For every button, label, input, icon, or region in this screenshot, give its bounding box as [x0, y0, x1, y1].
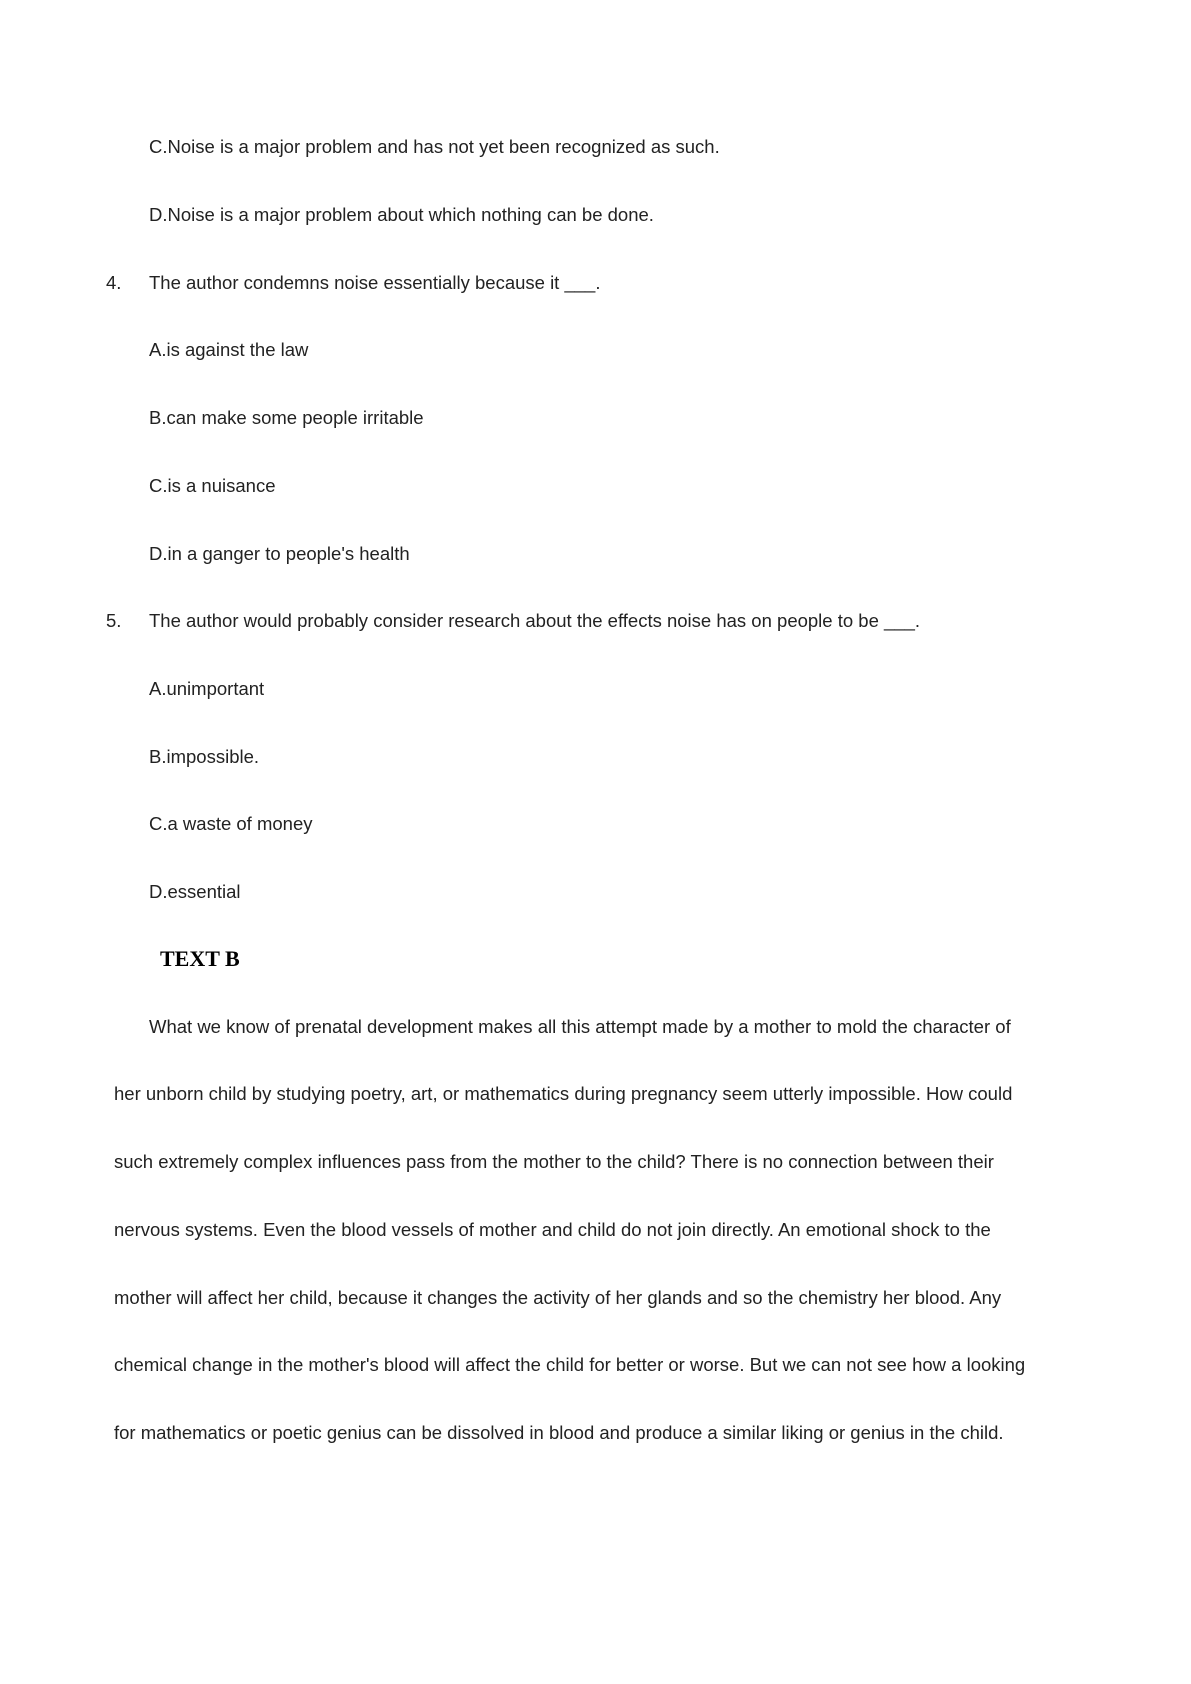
question-4-text: The author condemns noise essentially because it ___. — [149, 272, 601, 293]
section-heading: TEXT B — [160, 946, 240, 971]
question-5-option-c: C.a waste of money — [149, 813, 313, 834]
passage-line: her unborn child by studying poetry, art, or mathematics during pregnancy seem utterly impossible. How could — [114, 1083, 1013, 1104]
passage-line: chemical change in the mother's blood will affect the child for better or worse. But we can not see how a looking — [114, 1354, 1026, 1375]
question-4-option-c: C.is a nuisance — [149, 475, 276, 496]
question-5-option-a: A.unimportant — [149, 678, 265, 699]
option-d-prev: D.Noise is a major problem about which nothing can be done. — [149, 204, 654, 225]
question-5-number: 5. — [106, 610, 122, 631]
passage-line: for mathematics or poetic genius can be dissolved in blood and produce a similar liking or genius in the child. — [114, 1422, 1004, 1443]
passage-line: nervous systems. Even the blood vessels of mother and child do not join directly. An emotional shock to the — [114, 1219, 991, 1240]
option-c-prev: C.Noise is a major problem and has not yet been recognized as such. — [149, 136, 720, 157]
question-5-text: The author would probably consider research about the effects noise has on people to be ___. — [149, 610, 921, 631]
question-5-option-d: D.essential — [149, 881, 241, 902]
question-4-option-d: D.in a ganger to people's health — [149, 543, 410, 564]
question-4-option-a: A.is against the law — [149, 339, 309, 360]
question-4-number: 4. — [106, 272, 122, 293]
passage-line: mother will affect her child, because it changes the activity of her glands and so the chemistry her blood. Any — [114, 1287, 1002, 1308]
passage-line: such extremely complex influences pass from the mother to the child? There is no connection between their — [114, 1151, 994, 1172]
passage-line: What we know of prenatal development makes all this attempt made by a mother to mold the character of — [149, 1016, 1011, 1037]
question-4-option-b: B.can make some people irritable — [149, 407, 424, 428]
question-5-option-b: B.impossible. — [149, 746, 260, 767]
